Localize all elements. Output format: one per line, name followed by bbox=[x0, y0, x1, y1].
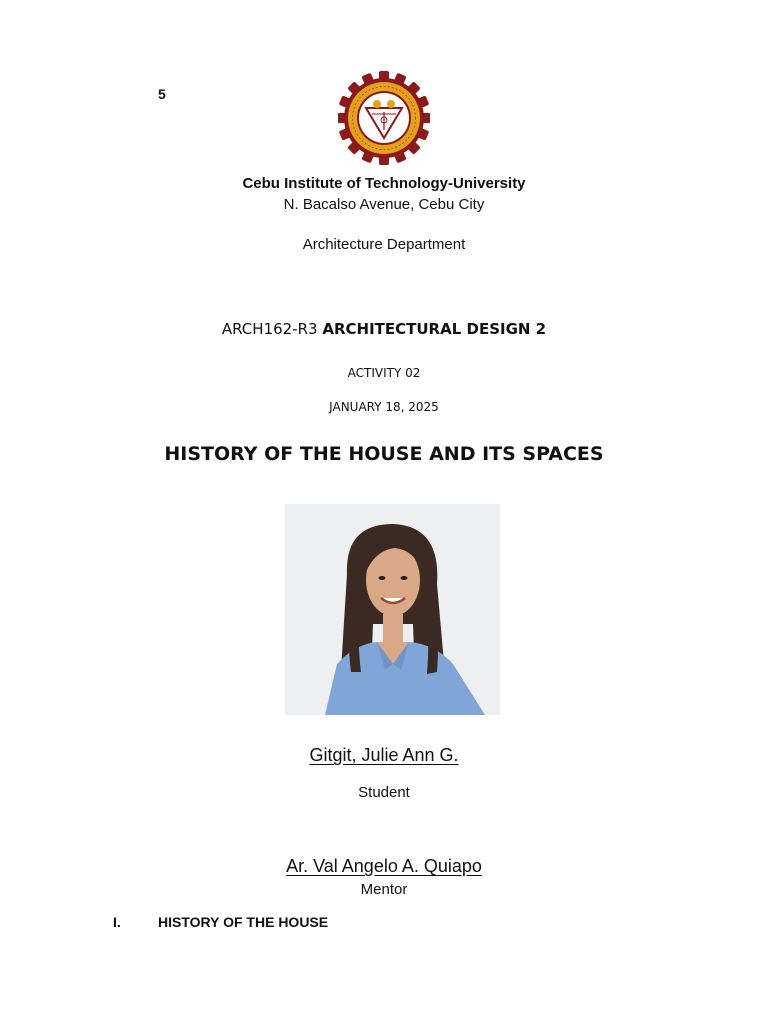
student-name bbox=[0, 745, 768, 766]
mentor-name bbox=[0, 856, 768, 877]
course-title: ARCHITECTURAL DESIGN 2 bbox=[322, 320, 547, 338]
course-code: ARCH162-R3 bbox=[221, 320, 318, 338]
page-number: 5 bbox=[158, 86, 166, 102]
mentor-name-text: Ar. Val Angelo A. Quiapo bbox=[286, 856, 482, 876]
section-number: I. bbox=[113, 914, 121, 930]
university-seal-logo bbox=[338, 70, 430, 166]
mentor-role-label: Mentor bbox=[360, 881, 408, 898]
activity-label: ACTIVITY 02 bbox=[347, 366, 421, 380]
university-name: Cebu Institute of Technology-University bbox=[242, 175, 526, 192]
university-address: N. Bacalso Avenue, Cebu City bbox=[283, 196, 485, 213]
department-name: Architecture Department bbox=[302, 236, 466, 253]
document-title: HISTORY OF THE HOUSE AND ITS SPACES bbox=[164, 443, 604, 465]
section-heading: HISTORY OF THE HOUSE bbox=[158, 914, 329, 930]
submission-date: JANUARY 18, 2025 bbox=[329, 400, 439, 414]
student-name-text: Gitgit, Julie Ann G. bbox=[309, 745, 459, 765]
course-heading bbox=[0, 320, 768, 338]
student-role-label: Student bbox=[358, 784, 410, 801]
student-photo bbox=[285, 504, 500, 715]
